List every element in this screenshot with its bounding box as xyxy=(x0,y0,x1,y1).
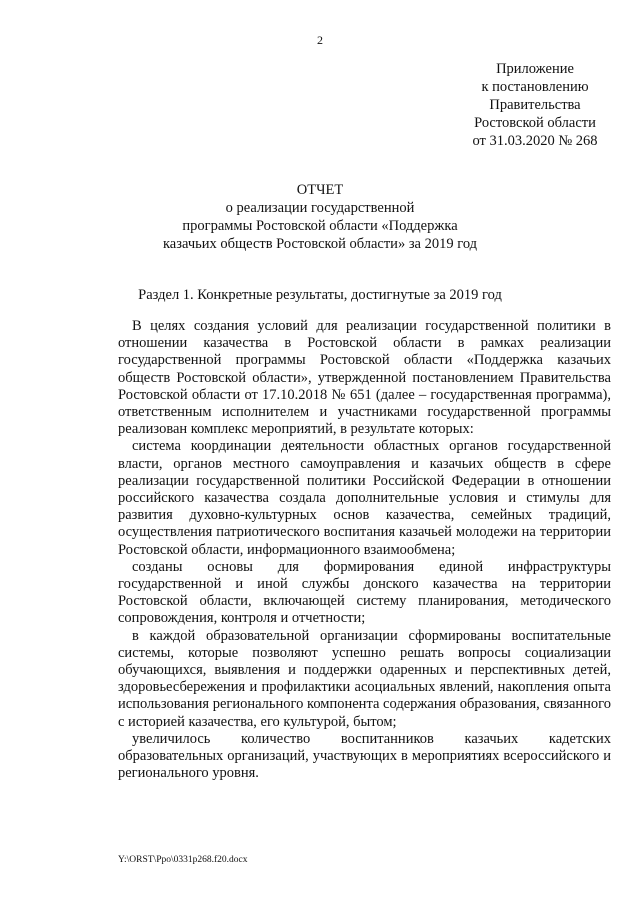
approval-line: Правительства xyxy=(489,97,581,113)
title-line: программы Ростовской области «Поддержка xyxy=(182,218,458,234)
approval-line: Приложение xyxy=(496,61,574,77)
paragraph: система координации деятельности областных органов государственной власти, органов местного самоуправления и казачьих обществ в сфере реализации государственной политики Российской Федерации в отношении российского казачества создала дополнительные условия и стимулы для развития духовно-культурных основ казачества, семейных традиций, осуществления патриотического воспитания казачьей молодежи на территории Ростовской области, информационного взаимообмена; xyxy=(118,438,611,558)
title-line: о реализации государственной xyxy=(225,200,415,216)
document-title xyxy=(120,181,520,253)
approval-line: Ростовской области xyxy=(474,115,596,131)
paragraph: В целях создания условий для реализации государственной политики в отношении казачества в Ростовской области в рамках реализации государственной программы Ростовской области «Поддержка казачьих обществ Ростовской области», утвержденной постановлением Правительства Ростовской области от 17.10.2018 № 651 (далее – государственная программа), ответственным исполнителем и участниками государственной программы реализован комплекс мероприятий, в результате которых: xyxy=(118,318,611,438)
file-path-footer: Y:\ORST\Ppo\0331p268.f20.docx xyxy=(118,855,248,865)
body-text xyxy=(118,318,611,782)
paragraph: созданы основы для формирования единой инфраструктуры государственной и иной службы донского казачества на территории Ростовской области, включающей систему планирования, методического сопровождения, контроля и отчетности; xyxy=(118,558,611,627)
approval-line: к постановлению xyxy=(481,79,589,95)
title-line: казачьих обществ Ростовской области» за 2019 год xyxy=(162,236,478,252)
paragraph: в каждой образовательной организации сформированы воспитательные системы, которые позволяют успешно решать вопросы социализации обучающихся, выявления и поддержки одаренных и перспективных детей, здоровьесбережения и профилактики асоциальных явлений, накопления опыта использования регионального компонента содержания образования, связанного с историей казачества, его культурой, бытом; xyxy=(118,627,611,730)
page-number: 2 xyxy=(317,33,323,47)
paragraph: увеличилось количество воспитанников казачьих кадетских образовательных организаций, участвующих в мероприятиях всероссийского и регионального уровня. xyxy=(118,730,611,782)
approval-block xyxy=(440,60,630,150)
title-heading: ОТЧЕТ xyxy=(296,182,344,198)
section-title: Раздел 1. Конкретные результаты, достигнутые за 2019 год xyxy=(138,287,502,303)
approval-line: от 31.03.2020 № 268 xyxy=(472,133,598,149)
